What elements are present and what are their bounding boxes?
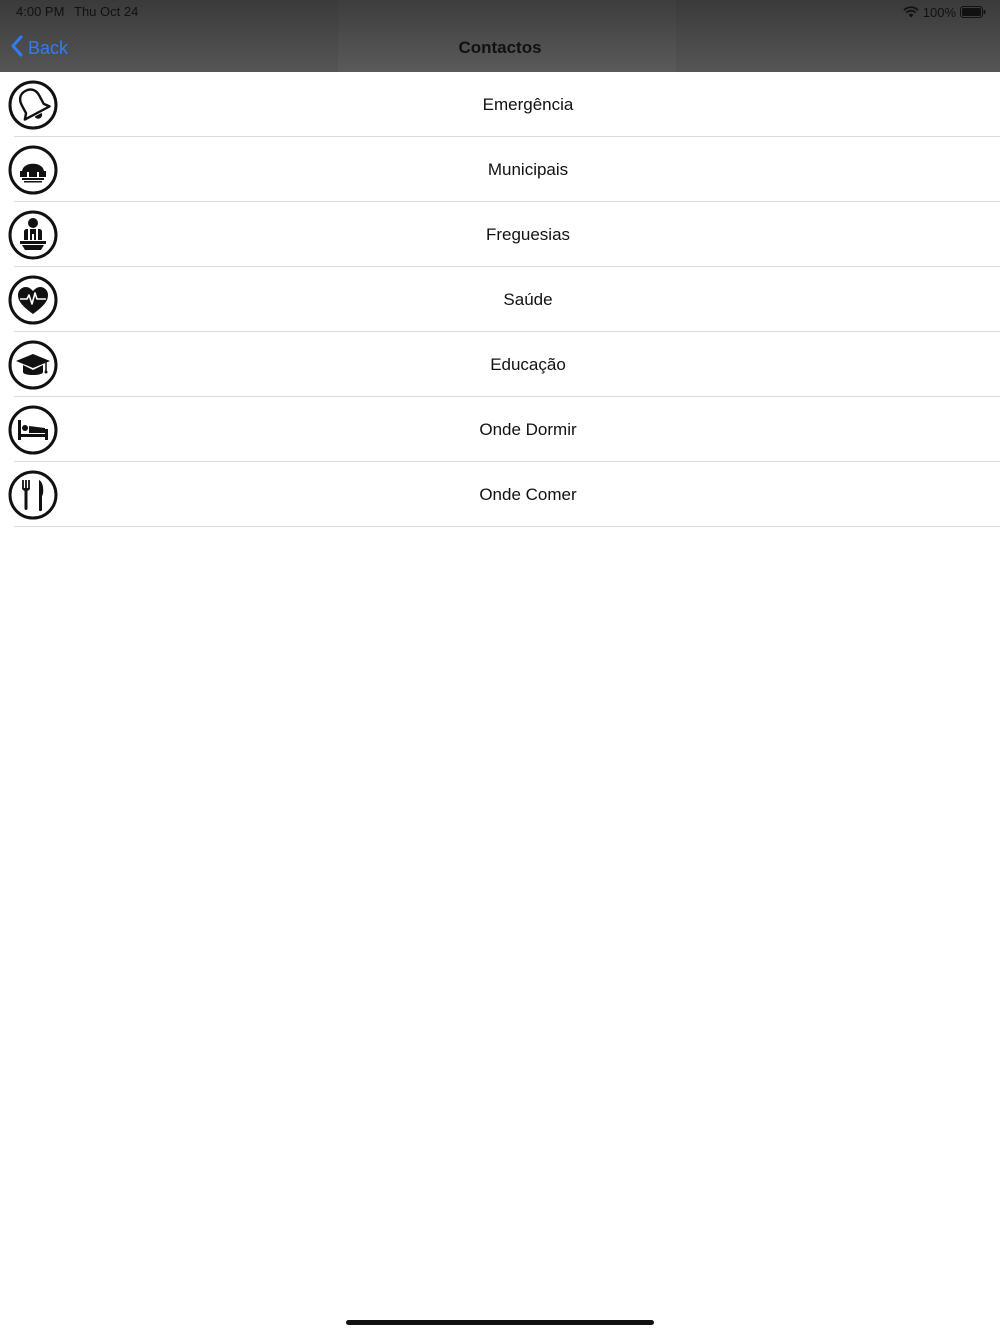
list-item-onde-comer[interactable] — [0, 462, 1000, 527]
home-indicator[interactable] — [346, 1320, 654, 1325]
list-item-label: Educação — [490, 355, 566, 374]
list-item-label: Saúde — [503, 290, 553, 309]
list-item-label: Onde Dormir — [479, 420, 577, 439]
fork-knife-icon — [8, 470, 58, 520]
graduation-cap-icon — [8, 340, 58, 390]
list-item-emergencia[interactable] — [0, 72, 1000, 137]
bed-icon — [8, 405, 58, 455]
list-item-label: Emergência — [482, 95, 574, 114]
contacts-list — [0, 72, 1000, 527]
heart-pulse-icon — [8, 275, 58, 325]
list-item-freguesias[interactable] — [0, 202, 1000, 267]
list-item-educacao[interactable] — [0, 332, 1000, 397]
municipal-building-icon — [8, 145, 58, 195]
navigation-bar — [0, 0, 1000, 72]
navigation-bar-center-panel — [338, 0, 676, 72]
wifi-icon — [903, 6, 919, 18]
bell-icon — [8, 80, 58, 130]
list-item-label: Municipais — [487, 160, 569, 179]
list-item-onde-dormir[interactable] — [0, 397, 1000, 462]
list-item-label: Onde Comer — [479, 485, 577, 504]
status-time: 4:00 PM — [16, 4, 65, 19]
back-button-label: Back — [28, 37, 69, 58]
page-title: Contactos — [458, 38, 542, 57]
battery-percentage: 100% — [922, 4, 956, 20]
battery-icon — [960, 6, 986, 18]
status-date: Thu Oct 24 — [74, 4, 139, 19]
list-item-label: Freguesias — [485, 225, 571, 244]
list-item-municipais[interactable] — [0, 137, 1000, 202]
parish-person-icon — [8, 210, 58, 260]
list-item-saude[interactable] — [0, 267, 1000, 332]
status-indicators — [903, 3, 986, 21]
